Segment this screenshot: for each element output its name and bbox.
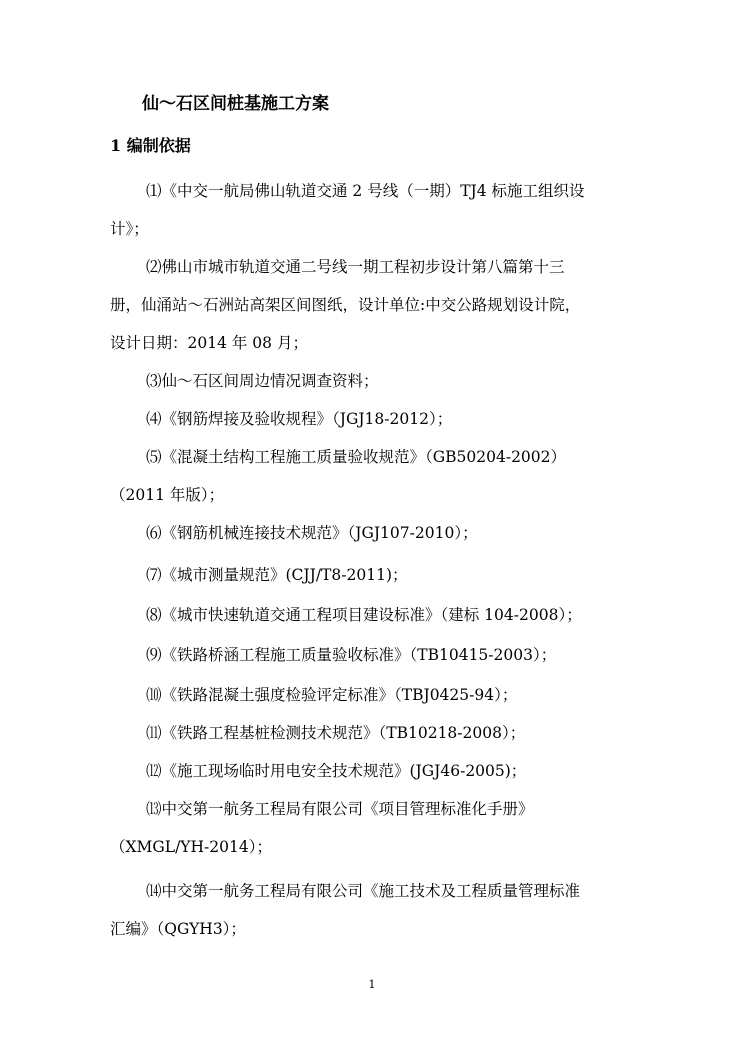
reference-line: （XMGL/YH-2014）； (110, 838, 272, 856)
reference-item-3 (110, 362, 640, 400)
document-title: 仙～石区间桩基施工方案 (142, 94, 329, 114)
reference-item-11 (110, 714, 640, 752)
reference-line: ⑹《钢筋机械连接技术规范》（JGJ107-2010）； (146, 524, 478, 542)
page-number: 1 (368, 978, 376, 991)
reference-line: ⑿《施工现场临时用电安全技术规范》(JGJ46-2005)； (146, 762, 527, 780)
reference-item-9 (110, 636, 640, 674)
reference-item-8 (110, 596, 640, 634)
reference-line: 册，仙涌站～石洲站高架区间图纸，设计单位:中交公路规划设计院， (110, 296, 581, 314)
reference-line: ⑼《铁路桥涵工程施工质量验收标准》（TB10415-2003）； (146, 646, 557, 664)
reference-item-1 (110, 172, 640, 248)
reference-item-7 (110, 556, 640, 594)
reference-line: ⑻《城市快速轨道交通工程项目建设标准》（建标 104-2008）； (146, 606, 582, 624)
reference-line: ⑶仙～石区间周边情况调查资料； (146, 372, 379, 390)
reference-line: 计》； (110, 220, 149, 238)
reference-line: ⒁中交第一航务工程局有限公司《施工技术及工程质量管理标准 (146, 882, 581, 900)
reference-item-14 (110, 872, 640, 948)
reference-line: ⑾《铁路工程基桩检测技术规范》（TB10218-2008）； (146, 724, 526, 742)
reference-line: ⑵佛山市城市轨道交通二号线一期工程初步设计第八篇第十三 (146, 258, 565, 276)
reference-item-4 (110, 400, 640, 438)
reference-line: ⑽《铁路混凝土强度检验评定标准》（TBJ0425-94）； (146, 686, 518, 704)
reference-line: （2011 年版）； (110, 486, 225, 504)
reference-line: ⑴《中交一航局佛山轨道交通 2 号线（一期）TJ4 标施工组织设 (146, 182, 585, 200)
reference-item-5 (110, 438, 640, 514)
reference-line: 汇编》（QGYH3）； (110, 920, 246, 938)
reference-item-6 (110, 514, 640, 552)
reference-item-13 (110, 790, 640, 866)
reference-item-2 (110, 248, 640, 362)
reference-line: 设计日期：2014 年 08 月； (110, 334, 308, 352)
reference-item-10 (110, 676, 640, 714)
section-heading: 1 编制依据 (110, 136, 191, 155)
reference-line: ⒀中交第一航务工程局有限公司《项目管理标准化手册》 (146, 800, 534, 818)
reference-line: ⑷《钢筋焊接及验收规程》（JGJ18-2012）； (146, 410, 453, 428)
reference-line: ⑸《混凝土结构工程施工质量验收规范》（GB50204-2002） (146, 448, 567, 466)
reference-line: ⑺《城市测量规范》(CJJ/T8-2011)； (146, 566, 408, 584)
reference-item-12 (110, 752, 640, 790)
